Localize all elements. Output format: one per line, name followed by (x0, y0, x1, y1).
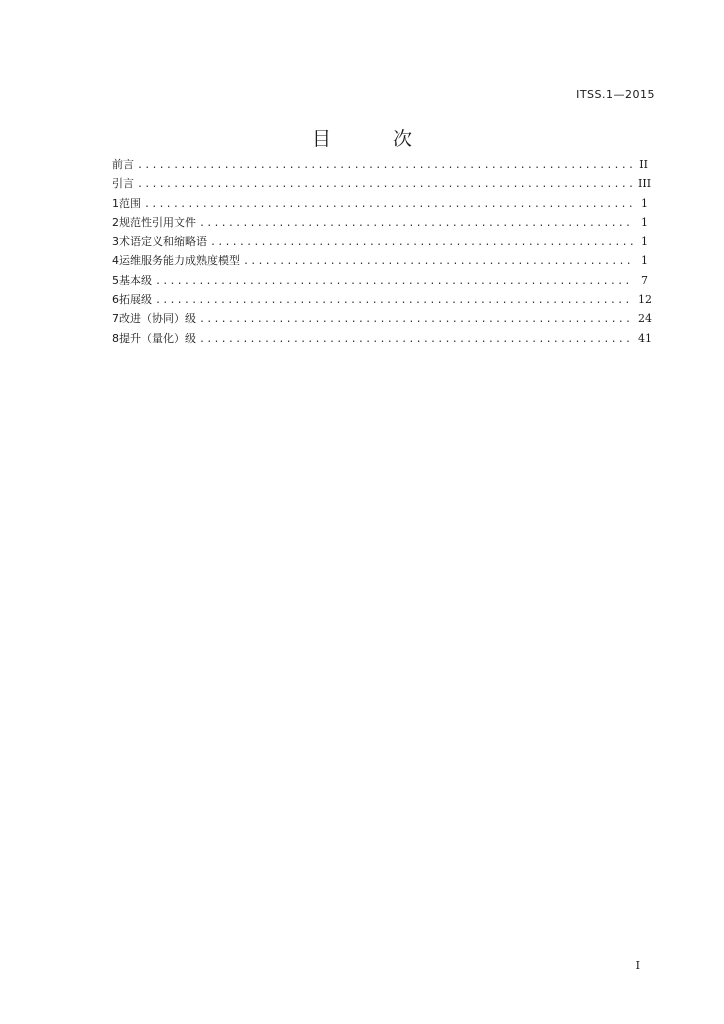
toc-entry-page: II (639, 158, 648, 171)
toc-entry-label: 基本级 (119, 273, 152, 287)
toc-entry-7[interactable] (112, 309, 652, 328)
toc-dot-leader (137, 156, 633, 175)
toc-entry-label: 提升（量化）级 (119, 331, 196, 345)
toc-entry-label: 术语定义和缩略语 (119, 235, 207, 249)
toc-entry-2[interactable] (112, 213, 648, 232)
page-number: I (635, 959, 640, 972)
toc-entry-page: 7 (641, 273, 648, 287)
toc-title: 目 次 (311, 128, 441, 150)
toc-entry-page: III (638, 177, 652, 191)
toc-entry-label: 改进（协同）级 (119, 312, 196, 326)
toc-entry-4[interactable] (112, 251, 648, 270)
toc-entry-label: 引言 (112, 177, 134, 191)
toc-entry-label: 范围 (119, 196, 141, 210)
toc-entry-page: 1 (641, 196, 648, 210)
toc-dot-leader (210, 233, 633, 252)
toc-entry-label: 规范性引用文件 (119, 215, 196, 229)
toc-entry-label: 运维服务能力成熟度模型 (119, 254, 240, 268)
toc-dot-leader (137, 175, 633, 194)
toc-entry-number: 3 (112, 235, 119, 249)
toc-entry-3[interactable] (112, 232, 648, 251)
toc-dot-leader (155, 272, 633, 291)
toc-entry-page: 24 (638, 312, 652, 326)
toc-dot-leader (199, 214, 633, 233)
toc-entry-1[interactable] (112, 194, 648, 213)
toc-entry-number: 4 (112, 254, 119, 268)
toc-entry-number: 8 (112, 331, 119, 345)
toc-dot-leader (155, 291, 633, 310)
toc-entry-page: 1 (641, 254, 648, 268)
toc-entry-number: 1 (112, 196, 119, 210)
toc-entry-label: 前言 (112, 158, 134, 171)
toc-entry-number: 7 (112, 312, 119, 326)
toc-dot-leader (144, 195, 633, 214)
toc-entry-page: 1 (641, 215, 648, 229)
toc-entry-page: 41 (638, 331, 652, 345)
toc-entry-8[interactable] (112, 329, 652, 348)
toc-entry-6[interactable] (112, 290, 652, 309)
table-of-contents (112, 155, 652, 348)
toc-entry-number: 5 (112, 273, 119, 287)
toc-entry-number: 2 (112, 215, 119, 229)
toc-dot-leader (199, 330, 633, 349)
toc-entry-page: 1 (641, 235, 648, 249)
toc-entry-5[interactable] (112, 271, 648, 290)
toc-entry-preface[interactable] (112, 155, 648, 174)
toc-entry-number: 6 (112, 293, 119, 307)
toc-entry-page: 12 (638, 293, 652, 307)
toc-dot-leader (243, 252, 633, 271)
toc-entry-label: 拓展级 (119, 293, 152, 307)
toc-dot-leader (199, 310, 633, 329)
document-code: ITSS.1—2015 (576, 88, 655, 101)
toc-entry-introduction[interactable] (112, 174, 652, 193)
